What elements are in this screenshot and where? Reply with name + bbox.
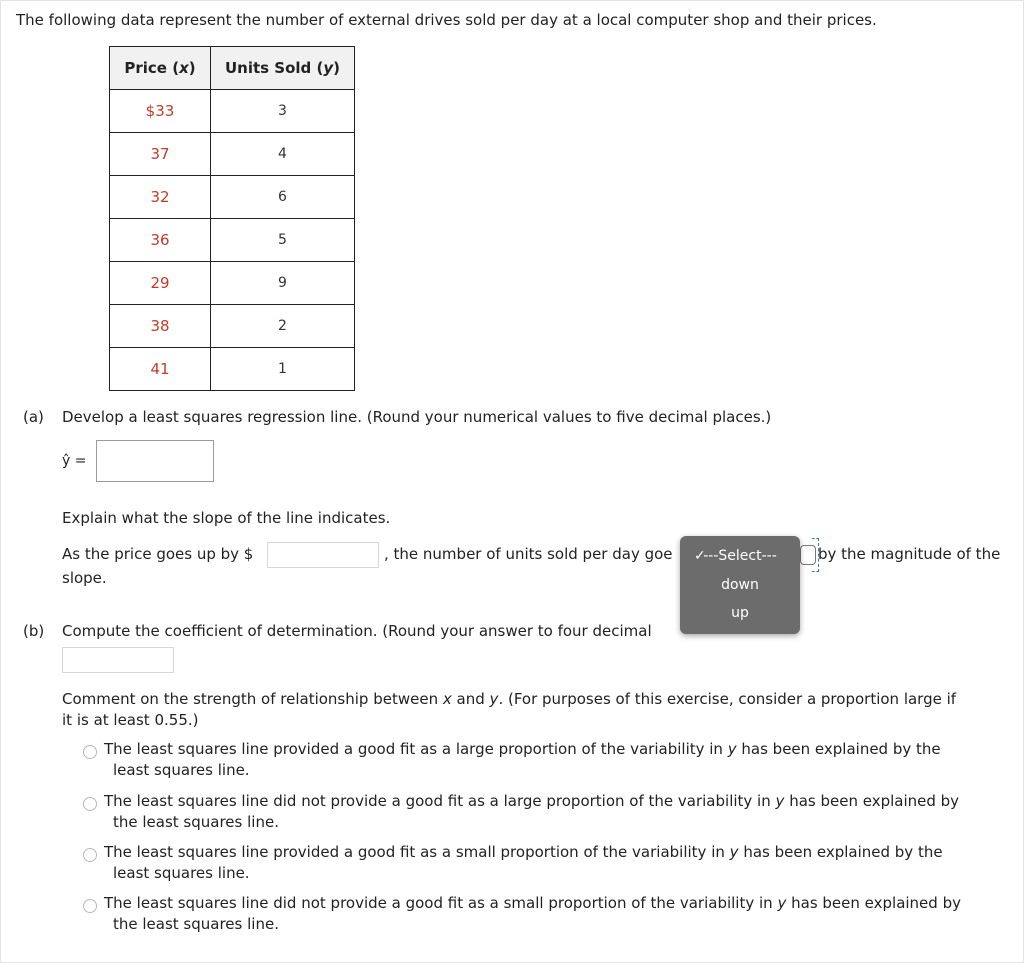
dropdown-option-select[interactable]: ✓ ---Select--- xyxy=(680,542,800,570)
units-cell: 9 xyxy=(211,262,355,305)
table-row xyxy=(110,90,355,133)
option-3-text[interactable]: The least squares line provided a good fit as a small proportion of the variability in y has been explained by the least squares line. xyxy=(104,843,943,882)
option-4-text[interactable]: The least squares line did not provide a good fit as a small proportion of the variability in y has been explained by the least squares line. xyxy=(104,894,961,933)
coefficient-determination-input[interactable] xyxy=(62,647,174,673)
data-table xyxy=(109,46,355,391)
regression-equation-input[interactable] xyxy=(96,440,214,482)
table-row xyxy=(110,176,355,219)
table-header-row xyxy=(110,47,355,90)
radio-option-1[interactable] xyxy=(83,745,97,759)
part-a-label: (a) xyxy=(23,408,44,426)
var-x: x xyxy=(179,59,189,77)
part-a-instruction: Develop a least squares regression line. (Round your numerical values to five decimal places.) xyxy=(62,408,772,426)
price-cell: 32 xyxy=(110,176,211,219)
table-row xyxy=(110,305,355,348)
slope-sentence-middle: , the number of units sold per day goe xyxy=(384,545,673,563)
units-cell: 6 xyxy=(211,176,355,219)
option-1-text[interactable]: The least squares line provided a good fit as a large proportion of the variability in y has been explained by the least squares line. xyxy=(104,740,941,779)
units-cell: 3 xyxy=(211,90,355,133)
dropdown-option-up[interactable]: up xyxy=(731,605,749,621)
table-row xyxy=(110,133,355,176)
table-row xyxy=(110,348,355,391)
radio-option-2[interactable] xyxy=(83,797,97,811)
table-row xyxy=(110,262,355,305)
part-b-label: (b) xyxy=(23,622,45,640)
price-cell: 37 xyxy=(110,133,211,176)
radio-option-3[interactable] xyxy=(83,848,97,862)
units-cell: 5 xyxy=(211,219,355,262)
option-2-text[interactable]: The least squares line did not provide a good fit as a large proportion of the variability in y has been explained by the least squares line. xyxy=(104,792,960,831)
intro-text: The following data represent the number of external drives sold per day at a local computer shop and their prices. xyxy=(16,11,877,29)
header-price: Price (x) xyxy=(110,47,211,90)
dropdown-option-down[interactable]: down xyxy=(721,577,759,593)
header-units: Units Sold (y) xyxy=(211,47,355,90)
price-cell: $33 xyxy=(110,90,211,133)
part-b-instruction: Compute the coefficient of determination. (Round your answer to four decimal xyxy=(62,622,652,640)
slope-sentence-start: As the price goes up by $ xyxy=(62,545,254,563)
yhat-label: ŷ = xyxy=(62,453,87,469)
slope-explain-prompt: Explain what the slope of the line indicates. xyxy=(62,509,391,527)
strength-comment-prompt: Comment on the strength of relationship between x and y. (For purposes of this exercise, consider a proportion large if xyxy=(62,690,957,708)
price-cell: 29 xyxy=(110,262,211,305)
radio-option-4[interactable] xyxy=(83,899,97,913)
price-cell: 38 xyxy=(110,305,211,348)
slope-sentence-wrap: slope. xyxy=(62,569,107,587)
table-row xyxy=(110,219,355,262)
price-increment-input[interactable] xyxy=(267,542,379,568)
units-cell: 4 xyxy=(211,133,355,176)
units-cell: 2 xyxy=(211,305,355,348)
var-y: y xyxy=(323,59,334,77)
strength-comment-prompt-line2: it is at least 0.55.) xyxy=(62,711,199,729)
slope-sentence-end: by the magnitude of the xyxy=(818,545,1001,563)
units-cell: 1 xyxy=(211,348,355,391)
direction-dropdown-menu xyxy=(680,536,800,634)
price-cell: 41 xyxy=(110,348,211,391)
price-cell: 36 xyxy=(110,219,211,262)
checkmark-icon: ✓ xyxy=(694,548,706,564)
